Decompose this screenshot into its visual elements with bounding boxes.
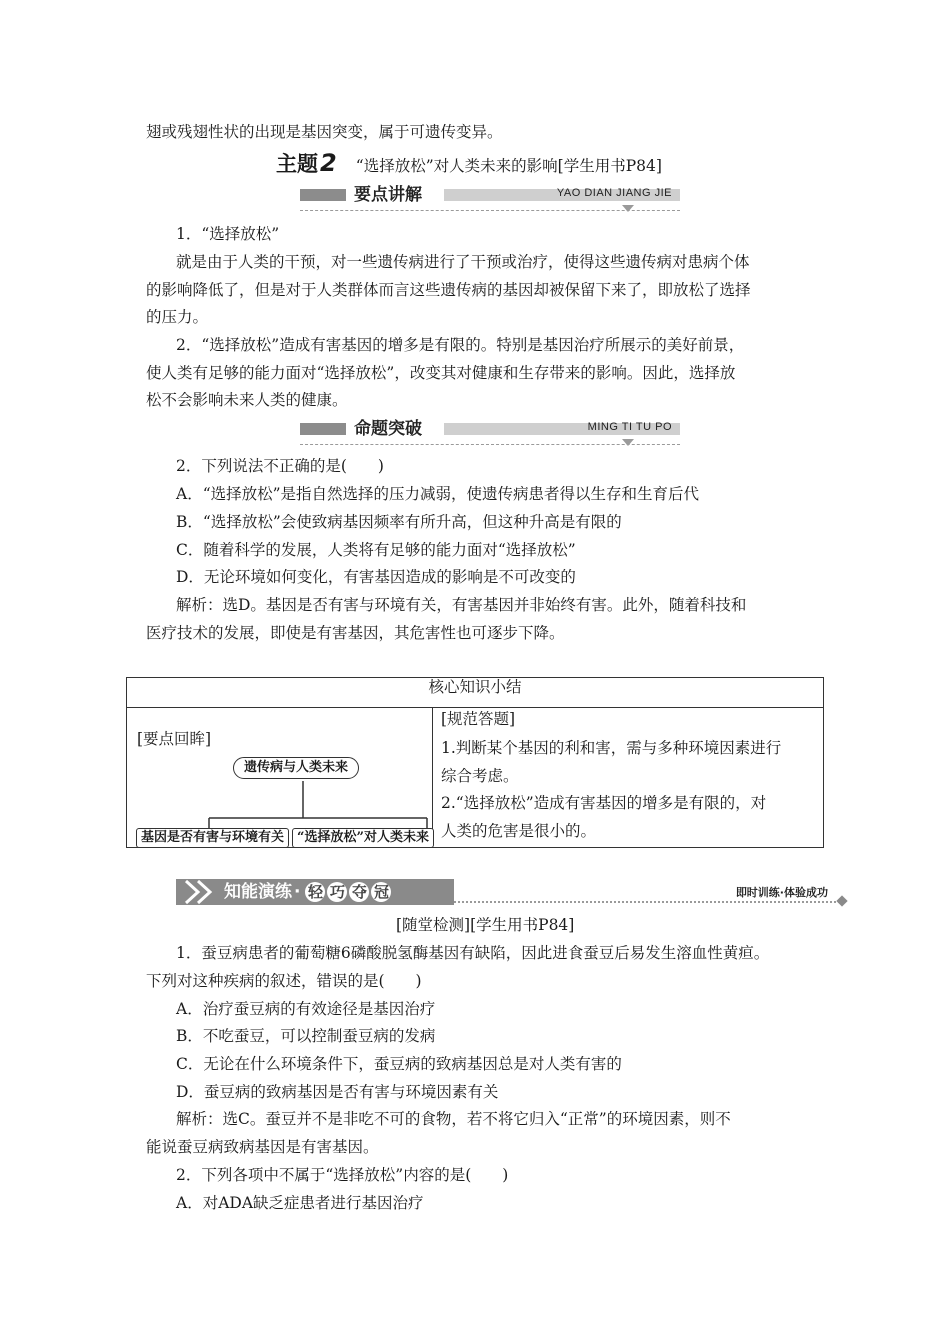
practice-subtitle: [随堂检测][学生用书P84] [396,916,575,934]
key-point-line: 就是由于人类的干预，对一些遗传病进行了干预或治疗，使得这些遗传病对患病个体 [176,253,750,271]
practice-q1-option-c: C．无论在什么环境条件下，蚕豆病的致病基因总是对人类有害的 [176,1055,622,1073]
key-point-line: 1．“选择放松” [176,225,280,243]
key-point-line: 松不会影响未来人类的健康。 [146,391,348,409]
summary-right-line: 人类的危害是很小的。 [441,821,597,840]
topic-title: “选择放松”对人类未来的影响[学生用书P84] [355,157,662,175]
practice-q1-analysis: 能说蚕豆病致病基因是有害基因。 [146,1138,379,1156]
key-points-pinyin: YAO DIAN JIANG JIE [556,187,672,199]
topic-heading [276,148,662,178]
diagram-child-right: “选择放松”对人类未来 [292,828,434,848]
summary-title: 核心知识小结 [428,678,522,696]
intro-text: 翅或残翅性状的出现是基因突变，属于可遗传变异。 [146,123,503,141]
diamond-icon [836,895,847,906]
question-option-c: C．随着科学的发展，人类将有足够的能力面对“选择放松” [176,541,576,559]
summary-left-label: [要点回眸] [137,730,212,748]
topic-number: 2 [320,149,337,177]
practice-q1-option-b: B．不吃蚕豆，可以控制蚕豆病的发病 [176,1027,436,1045]
summary-right-cell [433,708,824,848]
question-analysis: 解析：选D。基因是否有害与环境有关，有害基因并非始终有害。此外，随着科技和 [176,596,747,614]
summary-right-label: [规范答题] [441,710,516,728]
key-point-line: 的影响降低了，但是对于人类群体而言这些遗传病的基因却被保留下来了，即放松了选择 [146,281,751,299]
practice-char: 冠 [371,882,391,902]
practice-dot: · [294,882,301,902]
practice-q2-stem: 2．下列各项中不属于“选择放松”内容的是( ) [176,1166,509,1184]
practice-q1-stem: 下列对这种疾病的叙述，错误的是( ) [146,972,422,990]
summary-right-line: 综合考虑。 [441,766,519,785]
key-point-line: 2．“选择放松”造成有害基因的增多是有限的。特别是基因治疗所展示的美好前景， [176,336,745,354]
practice-q1-stem: 1．蚕豆病患者的葡萄糖6磷酸脱氢酶基因有缺陷，因此进食蚕豆后易发生溶血性黄疸。 [176,944,770,962]
practice-right-label: 即时训练·体验成功 [735,886,828,899]
practice-char: 巧 [327,882,347,902]
practice-char: 夺 [349,882,369,902]
practice-char: 轻 [305,882,325,902]
practice-banner [176,877,848,907]
key-points-title: 要点讲解 [346,184,430,206]
summary-left-cell [127,708,433,848]
practice-q1-option-d: D．蚕豆病的致病基因是否有害与环境因素有关 [176,1083,499,1101]
question-option-b: B．“选择放松”会使致病基因频率有所升高，但这种升高是有限的 [176,513,622,531]
topic-label: 主题 [276,152,318,176]
breakthrough-title: 命题突破 [346,418,430,440]
practice-title-a: 知能演练 [224,882,292,902]
practice-q1-analysis: 解析：选C。蚕豆并不是非吃不可的食物，若不将它归入“正常”的环境因素，则不 [176,1110,731,1128]
chevron-arrows-icon [182,879,222,905]
summary-table [126,677,824,848]
question-option-a: A．“选择放松”是指自然选择的压力减弱，使遗传病患者得以生存和生育后代 [176,485,700,503]
summary-right-line: 2.“选择放松”造成有害基因的增多是有限的，对 [441,794,767,812]
key-point-line: 的压力。 [146,308,209,326]
practice-q1-option-a: A．治疗蚕豆病的有效途径是基因治疗 [176,1000,436,1018]
diagram-root: 遗传病与人类未来 [233,757,359,779]
breakthrough-pinyin: MING TI TU PO [587,421,672,433]
question-analysis: 医疗技术的发展，即使是有害基因，其危害性也可逐步下降。 [146,624,565,642]
practice-q2-option-a: A．对ADA缺乏症患者进行基因治疗 [176,1194,424,1212]
breakthrough-banner [300,418,680,440]
key-points-banner [300,184,680,206]
diagram-child-left: 基因是否有害与环境有关 [136,828,289,848]
question-option-d: D．无论环境如何变化，有害基因造成的影响是不可改变的 [176,568,576,586]
question-stem: 2．下列说法不正确的是( ) [176,457,384,475]
key-point-line: 使人类有足够的能力面对“选择放松”，改变其对健康和生存带来的影响。因此，选择放 [146,364,736,382]
summary-title-cell [127,678,824,708]
summary-right-line: 1.判断某个基因的利和害，需与多种环境因素进行 [441,739,782,757]
